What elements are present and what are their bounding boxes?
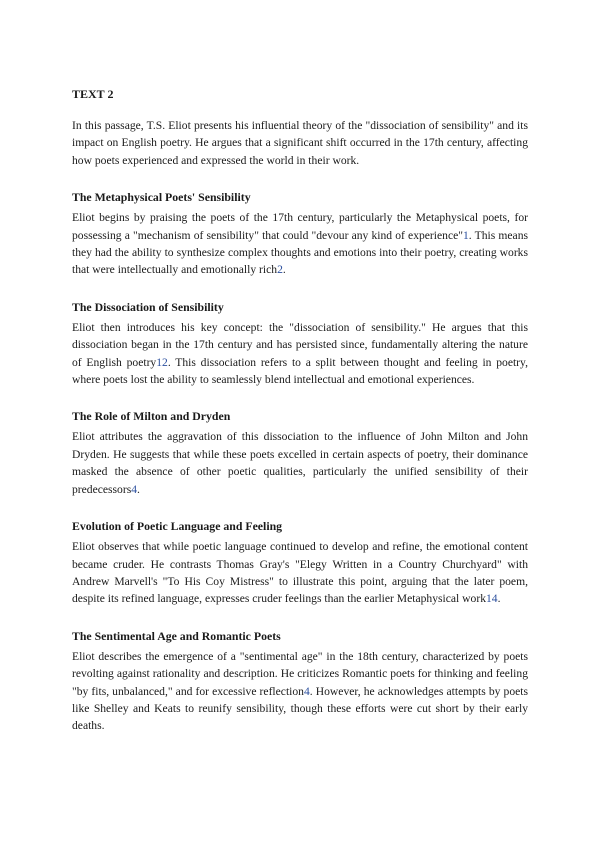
document-page	[72, 86, 528, 755]
footnote-reference[interactable]: 14	[486, 592, 498, 606]
section-paragraph	[72, 209, 528, 279]
paragraph-text: .	[497, 592, 501, 606]
footnote-reference[interactable]: 4	[303, 684, 310, 698]
intro-paragraph: In this passage, T.S. Eliot presents his influential theory of the "dissociation of sensibility" and its impact on English poetry. He argues that a significant shift occurred in the 17th century, affecting how poets experienced and expressed the world in their work.	[72, 119, 528, 167]
section-sentimental-age	[72, 628, 528, 735]
footnote-reference[interactable]: 1	[462, 228, 469, 242]
section-paragraph	[72, 538, 528, 608]
paragraph-text: . This dissociation refers to a split between thought and feeling in poetry, where poets lost the ability to seamlessly blend intellectual and emotional experiences.	[72, 355, 528, 387]
paragraph-text: .	[137, 482, 140, 496]
paragraph-text: Eliot describes the emergence of a "sentimental age" in the 18th century, characterized by poets revolting against rationality and description. He criticizes Romantic poets for thinking and feeling "by fits, unbalanced," and for excessive reflection	[72, 649, 528, 698]
paragraph-text: .	[282, 263, 286, 277]
section-milton-dryden	[72, 408, 528, 498]
section-heading: Evolution of Poetic Language and Feeling	[72, 519, 283, 534]
section-paragraph	[72, 648, 528, 735]
paragraph-text: Eliot attributes the aggravation of this dissociation to the influence of John Milton and John Dryden. He suggests that while these poets excelled in certain aspects of poetry, their dominance masked the absence of other poetic qualities, particularly the unified sensibility of their predecessors	[72, 430, 528, 496]
section-dissociation	[72, 299, 528, 389]
footnote-reference[interactable]: 4	[131, 482, 138, 496]
document-title: TEXT 2	[72, 87, 114, 101]
section-heading: The Sentimental Age and Romantic Poets	[72, 628, 281, 643]
footnote-reference[interactable]: 2	[277, 263, 283, 277]
paragraph-text: . This means they had the ability to synthesize complex thoughts and emotions into their poetry, creating works that were intellectually and emotionally rich	[72, 228, 528, 277]
section-heading: The Role of Milton and Dryden	[72, 409, 231, 424]
footnote-reference[interactable]: 12	[156, 355, 168, 369]
paragraph-text: Eliot begins by praising the poets of the 17th century, particularly the Metaphysical poets, for possessing a "mechanism of sensibility" that could "devour any kind of experience"	[72, 211, 528, 242]
paragraph-text: . However, he acknowledges attempts by poets like Shelley and Keats to reunify sensibility, though these efforts were cut short by their early deaths.	[72, 684, 528, 733]
section-poetic-language	[72, 518, 528, 608]
section-paragraph	[72, 319, 528, 389]
section-heading: The Metaphysical Poets' Sensibility	[72, 190, 251, 205]
section-paragraph	[72, 428, 528, 498]
paragraph-text: Eliot then introduces his key concept: the "dissociation of sensibility." He argues that this dissociation began in the 17th century and has persisted since, fundamentally altering the nature of English poetry	[72, 320, 528, 369]
section-heading: The Dissociation of Sensibility	[72, 299, 224, 314]
paragraph-text: Eliot observes that while poetic language continued to develop and refine, the emotional content became cruder. He contrasts Thomas Gray's "Elegy Written in a Country Churchyard" with Andrew Marvell's "To His Coy Mistress" to illustrate this point, arguing that the later poem, despite its refined language, expresses cruder feelings than the earlier Metaphysical work	[72, 540, 528, 606]
section-metaphysical-poets	[72, 189, 528, 279]
